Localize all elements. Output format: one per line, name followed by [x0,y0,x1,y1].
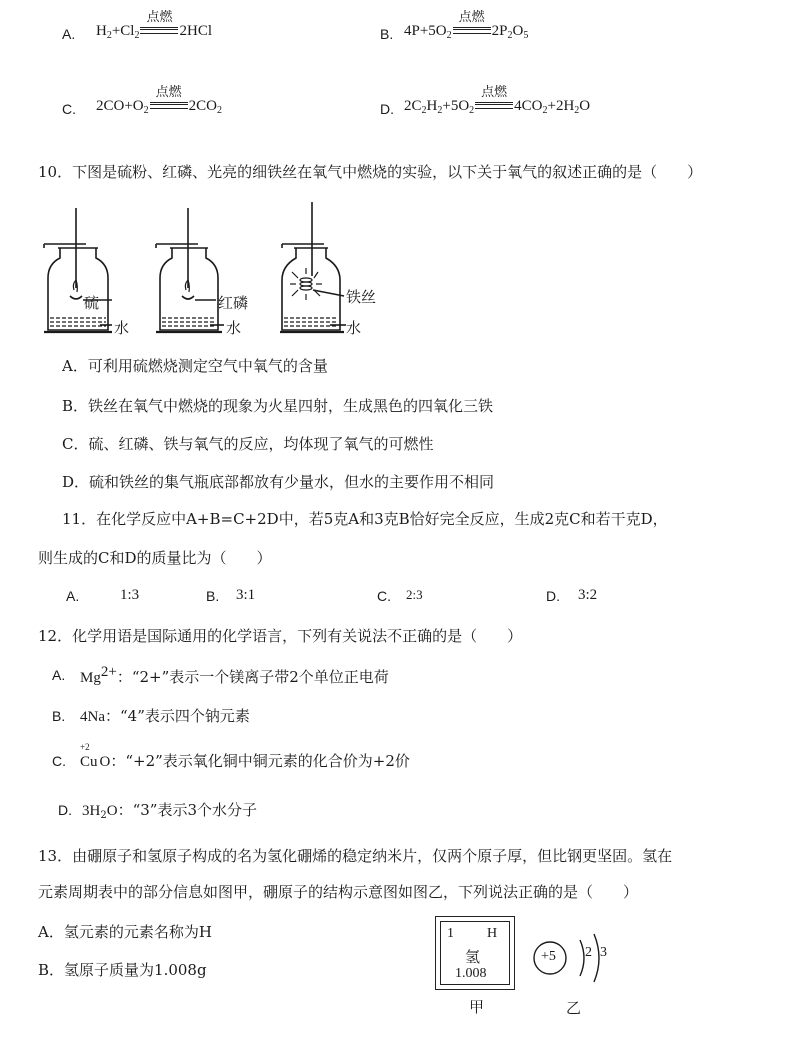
q10-option-c: C．硫、红磷、铁与氧气的反应，均体现了氧气的可燃性 [62,435,434,453]
label-red-phosphorus: 红磷 [218,294,249,312]
q10-option-a: A．可利用硫燃烧测定空气中氧气的含量 [62,357,328,375]
label-sulfur: 硫 [84,294,100,312]
q11-stem-line2: 则生成的C和D的质量比为（ ） [38,549,272,567]
reaction-condition: 点燃 [475,98,513,115]
reaction-condition: 点燃 [150,98,188,115]
atomic-number: 1 [447,926,454,941]
q11-option-c-letter: C. [377,588,391,604]
electron-shell-1 [580,940,584,976]
q11-option-a-value: 1:3 [120,587,140,603]
q9-option-a-letter: A. [62,26,76,42]
q9-option-d-equation: $2C_2H_2+5O_2$ 点燃 $4CO_2+2H_2O$ [404,85,591,116]
q12-option-d-letter: D. [58,802,72,818]
figure-label-yi: 乙 [566,999,582,1017]
label-water-1: 水 [114,319,130,337]
q13-stem-line2: 元素周期表中的部分信息如图甲，硼原子的结构示意图如图乙，下列说法正确的是（ ） [38,883,639,901]
q12-option-b: 4Na：“4”表示四个钠元素 [80,707,250,725]
q11-option-b-value: 3:1 [236,587,256,603]
atomic-mass: 1.008 [455,966,487,981]
periodic-table-cell [435,916,515,990]
q11-option-a-letter: A. [66,588,80,604]
jar-red-phosphorus [156,208,224,332]
q9-option-a-equation: $H_2+Cl_2$ 点燃 2HCl [96,10,212,41]
q10-stem: 10．下图是硫粉、红磷、光亮的细铁丝在氧气中燃烧的实验，以下关于氧气的叙述正确的是（ ） [38,163,703,181]
q9-option-c-equation: $2CO+O_2$ 点燃 $2CO_2$ [96,85,222,116]
combustion-apparatus-figure [30,198,370,340]
q9-option-b-equation: $4P+5O_2$ 点燃 $2P_2O_5$ [404,10,529,41]
nucleus-charge: +5 [541,949,556,964]
element-name: 氢 [465,948,481,966]
q12-option-a-letter: A. [52,667,66,683]
q13-option-b: B．氢原子质量为1.008g [38,961,207,979]
q11-option-d-value: 3:2 [578,587,598,603]
q9-option-d-letter: D. [380,101,394,117]
shell-2-electrons: 3 [600,945,607,960]
q11-stem-line1: 11．在化学反应中A+B=C+2D中，若5克A和3克B恰好完全反应，生成2克C和若干克D， [62,510,668,528]
label-iron-wire: 铁丝 [346,288,377,306]
shell-1-electrons: 2 [585,945,592,960]
label-water-2: 水 [226,319,242,337]
q10-option-d: D．硫和铁丝的集气瓶底部都放有少量水，但水的主要作用不相同 [62,473,495,491]
q13-stem-line1: 13．由硼原子和氢原子构成的名为氢化硼烯的稳定纳米片，仅两个原子厚，但比钢更坚固。氢在 [38,847,673,865]
q11-option-d-letter: D. [546,588,560,604]
q12-option-d: $3H_2O$：“3”表示3个水分子 [82,801,257,821]
label-water-3: 水 [346,319,362,337]
q12-stem: 12．化学用语是国际通用的化学语言，下列有关说法不正确的是（ ） [38,627,523,645]
element-symbol: H [487,926,498,941]
q13-option-a: A．氢元素的元素名称为H [38,923,212,941]
q12-option-c: +2 Cu O：“+2”表示氧化铜中铜元素的化合价为+2价 [80,742,410,770]
q9-option-b-letter: B. [380,26,394,42]
jar-iron-wire [280,202,346,332]
reaction-condition: 点燃 [453,23,491,40]
q9-option-c-letter: C. [62,101,76,117]
q12-option-c-letter: C. [52,753,66,769]
q11-option-b-letter: B. [206,588,220,604]
q12-option-b-letter: B. [52,708,66,724]
figure-label-jia: 甲 [469,998,485,1016]
q11-option-c-value: 2:3 [406,587,423,602]
jar-sulfur [44,208,112,332]
q10-option-b: B．铁丝在氧气中燃烧的现象为火星四射，生成黑色的四氧化三铁 [62,397,494,415]
q12-option-a: $Mg^{2+}$：“2+”表示一个镁离子带2个单位正电荷 [80,664,389,686]
reaction-condition: 点燃 [140,23,178,40]
electron-shell-2 [594,934,599,982]
